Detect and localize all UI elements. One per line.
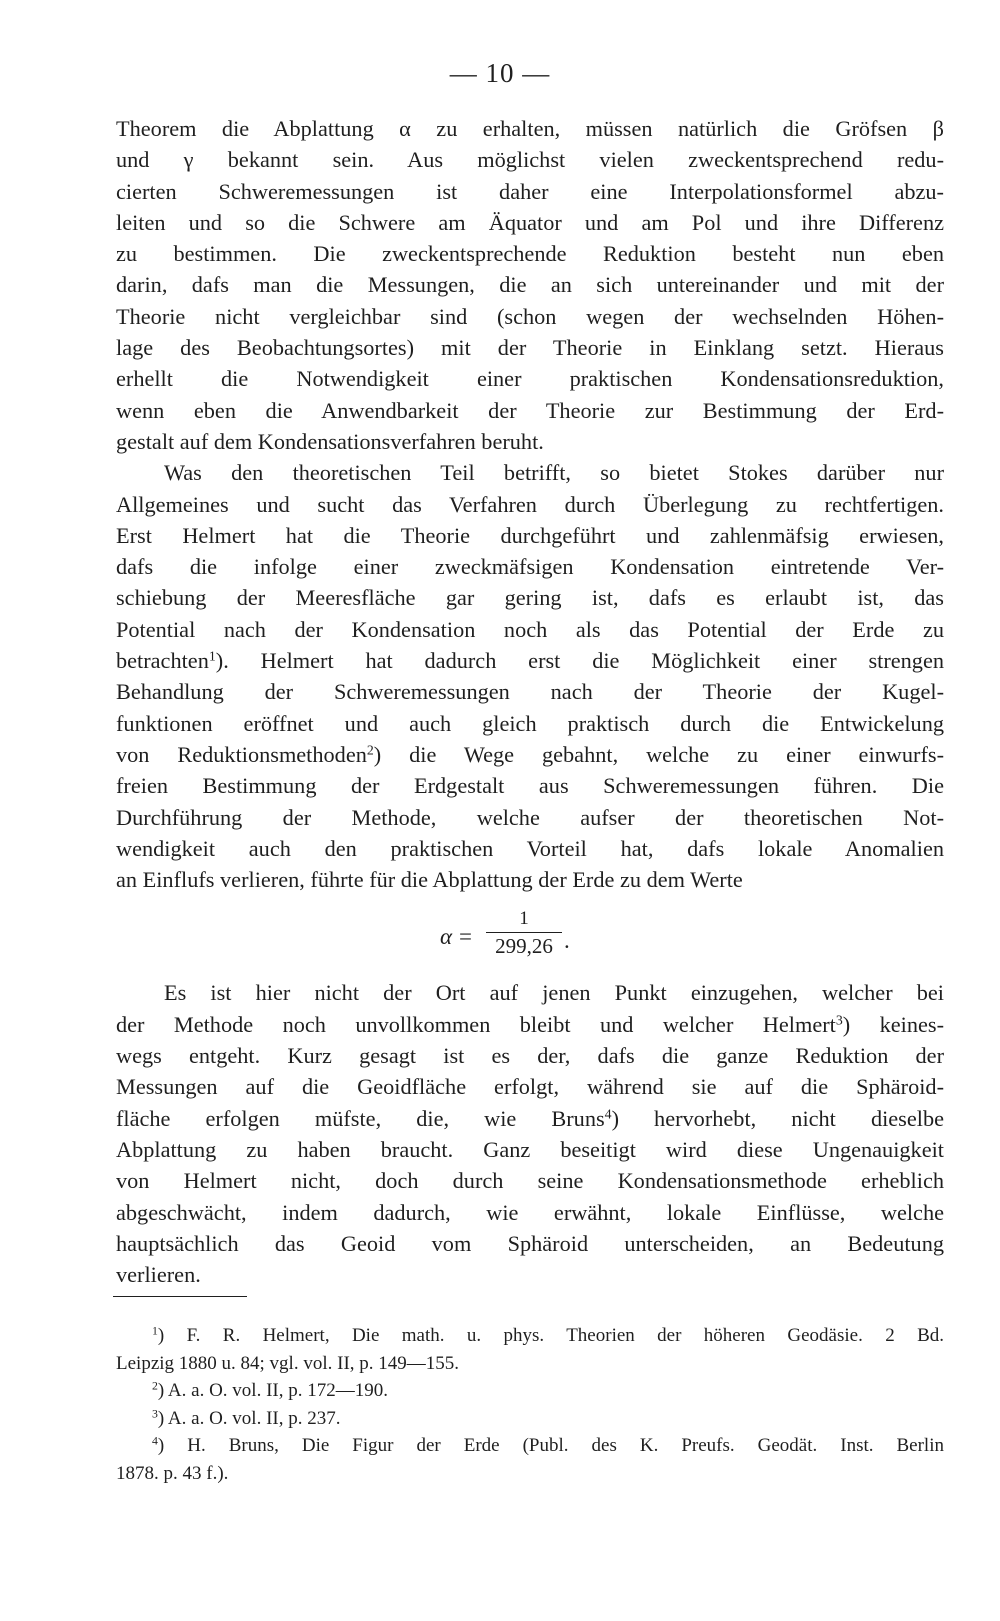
text-line xyxy=(116,551,944,582)
text-line xyxy=(116,1040,944,1071)
text-line xyxy=(116,1071,944,1102)
text-run: betrachten xyxy=(116,648,209,674)
text-run: abgeschwächt, indem dadurch, wie erwähnt, lokale Einflüsse, welche xyxy=(116,1199,944,1225)
text-line xyxy=(116,489,944,520)
text-run: Messungen auf die Geoidfläche erfolgt, während sie auf die Sphäroid- xyxy=(116,1074,944,1100)
text-line xyxy=(116,144,944,175)
text-run: ) hervorhebt, nicht dieselbe xyxy=(611,1105,944,1131)
text-line xyxy=(116,1103,944,1134)
text-run: Erst Helmert hat die Theorie durchgeführt und zahlenmäfsig erwiesen, xyxy=(116,522,944,548)
text-line xyxy=(116,457,944,488)
footnote-line xyxy=(116,1405,944,1433)
text-run: ) keines- xyxy=(842,1011,944,1037)
text-run: dafs die infolge einer zweckmäfsigen Kondensation eintretende Ver- xyxy=(116,554,944,580)
footnote-line xyxy=(116,1432,944,1460)
text-run: freien Bestimmung der Erdgestalt aus Schweremessungen führen. Die xyxy=(116,773,944,799)
text-run: verlieren. xyxy=(116,1262,201,1288)
text-run: ) F. R. Helmert, Die math. u. phys. Theorien der höheren Geodäsie. 2 Bd. xyxy=(157,1325,944,1346)
text-line xyxy=(116,207,944,238)
text-line xyxy=(116,1228,944,1259)
formula-equals: = xyxy=(459,924,472,949)
text-run: hauptsächlich das Geoid vom Sphäroid unterscheiden, an Bedeutung xyxy=(116,1230,944,1256)
text-run: Allgemeines und sucht das Verfahren durch Überlegung zu rechtfertigen. xyxy=(116,491,944,517)
text-line xyxy=(116,1197,944,1228)
text-line xyxy=(116,363,944,394)
text-run: ) die Wege gebahnt, welche zu einer einwurfs- xyxy=(373,741,944,767)
text-line xyxy=(116,833,944,864)
text-line xyxy=(116,864,944,895)
text-line xyxy=(116,395,944,426)
text-run: lage des Beobachtungsortes) mit der Theorie in Einklang setzt. Hieraus xyxy=(116,335,944,361)
text-run: Abplattung zu haben braucht. Ganz beseitigt wird diese Ungenauigkeit xyxy=(116,1136,944,1162)
text-run: ). Helmert hat dadurch erst die Möglichkeit einer strengen xyxy=(215,648,944,674)
text-run: leiten und so die Schwere am Äquator und am Pol und ihre Differenz xyxy=(116,209,944,235)
text-line xyxy=(116,113,944,144)
footnote-line xyxy=(116,1322,944,1350)
footnote-marker: 1 xyxy=(152,1324,158,1338)
footnotes xyxy=(116,1322,944,1487)
text-line xyxy=(116,1134,944,1165)
text-run: 1878. p. 43 f.). xyxy=(116,1462,229,1484)
text-line xyxy=(116,582,944,613)
text-run: wegs entgeht. Kurz gesagt ist es der, dafs die ganze Reduktion der xyxy=(116,1043,944,1069)
footnote-marker: 4 xyxy=(604,1106,612,1122)
text-line xyxy=(116,238,944,269)
formula-lhs: α xyxy=(440,924,453,949)
text-line xyxy=(116,802,944,833)
text-run: und γ bekannt sein. Aus möglichst vielen zweckentsprechend redu- xyxy=(116,147,944,173)
footnote-marker: 3 xyxy=(152,1407,158,1421)
text-run: ) A. a. O. vol. II, p. 237. xyxy=(157,1407,341,1429)
text-run: Was den theoretischen Teil betrifft, so bietet Stokes darüber nur xyxy=(164,460,944,486)
footnote-marker: 4 xyxy=(152,1434,158,1448)
paragraph-block xyxy=(116,977,944,1290)
text-run: funktionen eröffnet und auch gleich praktisch durch die Entwickelung xyxy=(116,710,944,736)
text-run: an Einflufs verlieren, führte für die Abplattung der Erde zu dem Werte xyxy=(116,867,743,893)
footnote-marker: 1 xyxy=(208,648,216,664)
text-line xyxy=(116,426,944,457)
text-run: wenn eben die Anwendbarkeit der Theorie zur Bestimmung der Erd- xyxy=(116,397,944,423)
footnote-line xyxy=(116,1460,944,1488)
text-run: schiebung der Meeresfläche gar gering ist, dafs es erlaubt ist, das xyxy=(116,585,944,611)
text-run: Leipzig 1880 u. 84; vgl. vol. II, p. 149—155. xyxy=(116,1352,460,1374)
text-line xyxy=(116,332,944,363)
footnote-rule xyxy=(113,1296,247,1297)
text-line xyxy=(116,1009,944,1040)
text-run: Behandlung der Schweremessungen nach der Theorie der Kugel- xyxy=(116,679,944,705)
formula-period: . xyxy=(564,928,570,953)
text-line xyxy=(116,1165,944,1196)
text-line xyxy=(116,614,944,645)
formula-numerator: 1 xyxy=(519,908,529,929)
text-run: von Helmert nicht, doch durch seine Kondensationsmethode erheblich xyxy=(116,1168,944,1194)
text-run: Theorem die Abplattung α zu erhalten, müssen natürlich die Gröfsen β xyxy=(116,116,944,141)
text-run: der Methode noch unvollkommen bleibt und welcher Helmert xyxy=(116,1011,836,1037)
footnote-marker: 2 xyxy=(366,742,374,758)
text-line xyxy=(116,708,944,739)
footnote-line xyxy=(116,1377,944,1405)
text-run: zu bestimmen. Die zweckentsprechende Reduktion besteht nun eben xyxy=(116,241,944,267)
text-run: gestalt auf dem Kondensationsverfahren beruht. xyxy=(116,428,544,454)
text-run: ) A. a. O. vol. II, p. 172—190. xyxy=(157,1380,388,1401)
text-run: wendigkeit auch den praktischen Vorteil hat, dafs lokale Anomalien xyxy=(116,835,944,861)
text-line xyxy=(116,176,944,207)
text-line xyxy=(116,645,944,676)
body-text xyxy=(116,113,944,1290)
paragraph-block xyxy=(116,113,944,895)
text-line xyxy=(116,1259,944,1290)
text-line xyxy=(116,676,944,707)
formula-fraction xyxy=(486,906,562,959)
text-run: fläche erfolgen müfste, die, wie Bruns xyxy=(116,1105,605,1131)
text-line xyxy=(116,770,944,801)
text-run: erhellt die Notwendigkeit einer praktischen Kondensationsreduktion, xyxy=(116,366,944,392)
text-line xyxy=(116,977,944,1008)
footnote-line xyxy=(116,1350,944,1378)
text-run: cierten Schweremessungen ist daher eine Interpolationsformel abzu- xyxy=(116,178,944,204)
text-line xyxy=(116,269,944,300)
text-run: darin, dafs man die Messungen, die an sich untereinander und mit der xyxy=(116,272,944,298)
text-run: von Reduktionsmethoden xyxy=(116,741,367,767)
footnote-marker: 2 xyxy=(152,1379,158,1393)
text-line xyxy=(116,520,944,551)
formula-denominator: 299,26 xyxy=(495,934,553,958)
text-line xyxy=(116,739,944,770)
text-run: Es ist hier nicht der Ort auf jenen Punkt einzugehen, welcher bei xyxy=(164,980,944,1006)
text-run: Durchführung der Methode, welche aufser der theoretischen Not- xyxy=(116,804,944,830)
text-run: ) H. Bruns, Die Figur der Erde (Publ. des K. Preufs. Geodät. Inst. Berlin xyxy=(157,1435,944,1456)
page-number: — 10 — xyxy=(449,58,551,88)
footnote-marker: 3 xyxy=(835,1012,843,1028)
text-run: Theorie nicht vergleichbar sind (schon wegen der wechselnden Höhen- xyxy=(116,303,944,329)
text-run: Potential nach der Kondensation noch als das Potential der Erde zu xyxy=(116,616,944,642)
text-line xyxy=(116,301,944,332)
